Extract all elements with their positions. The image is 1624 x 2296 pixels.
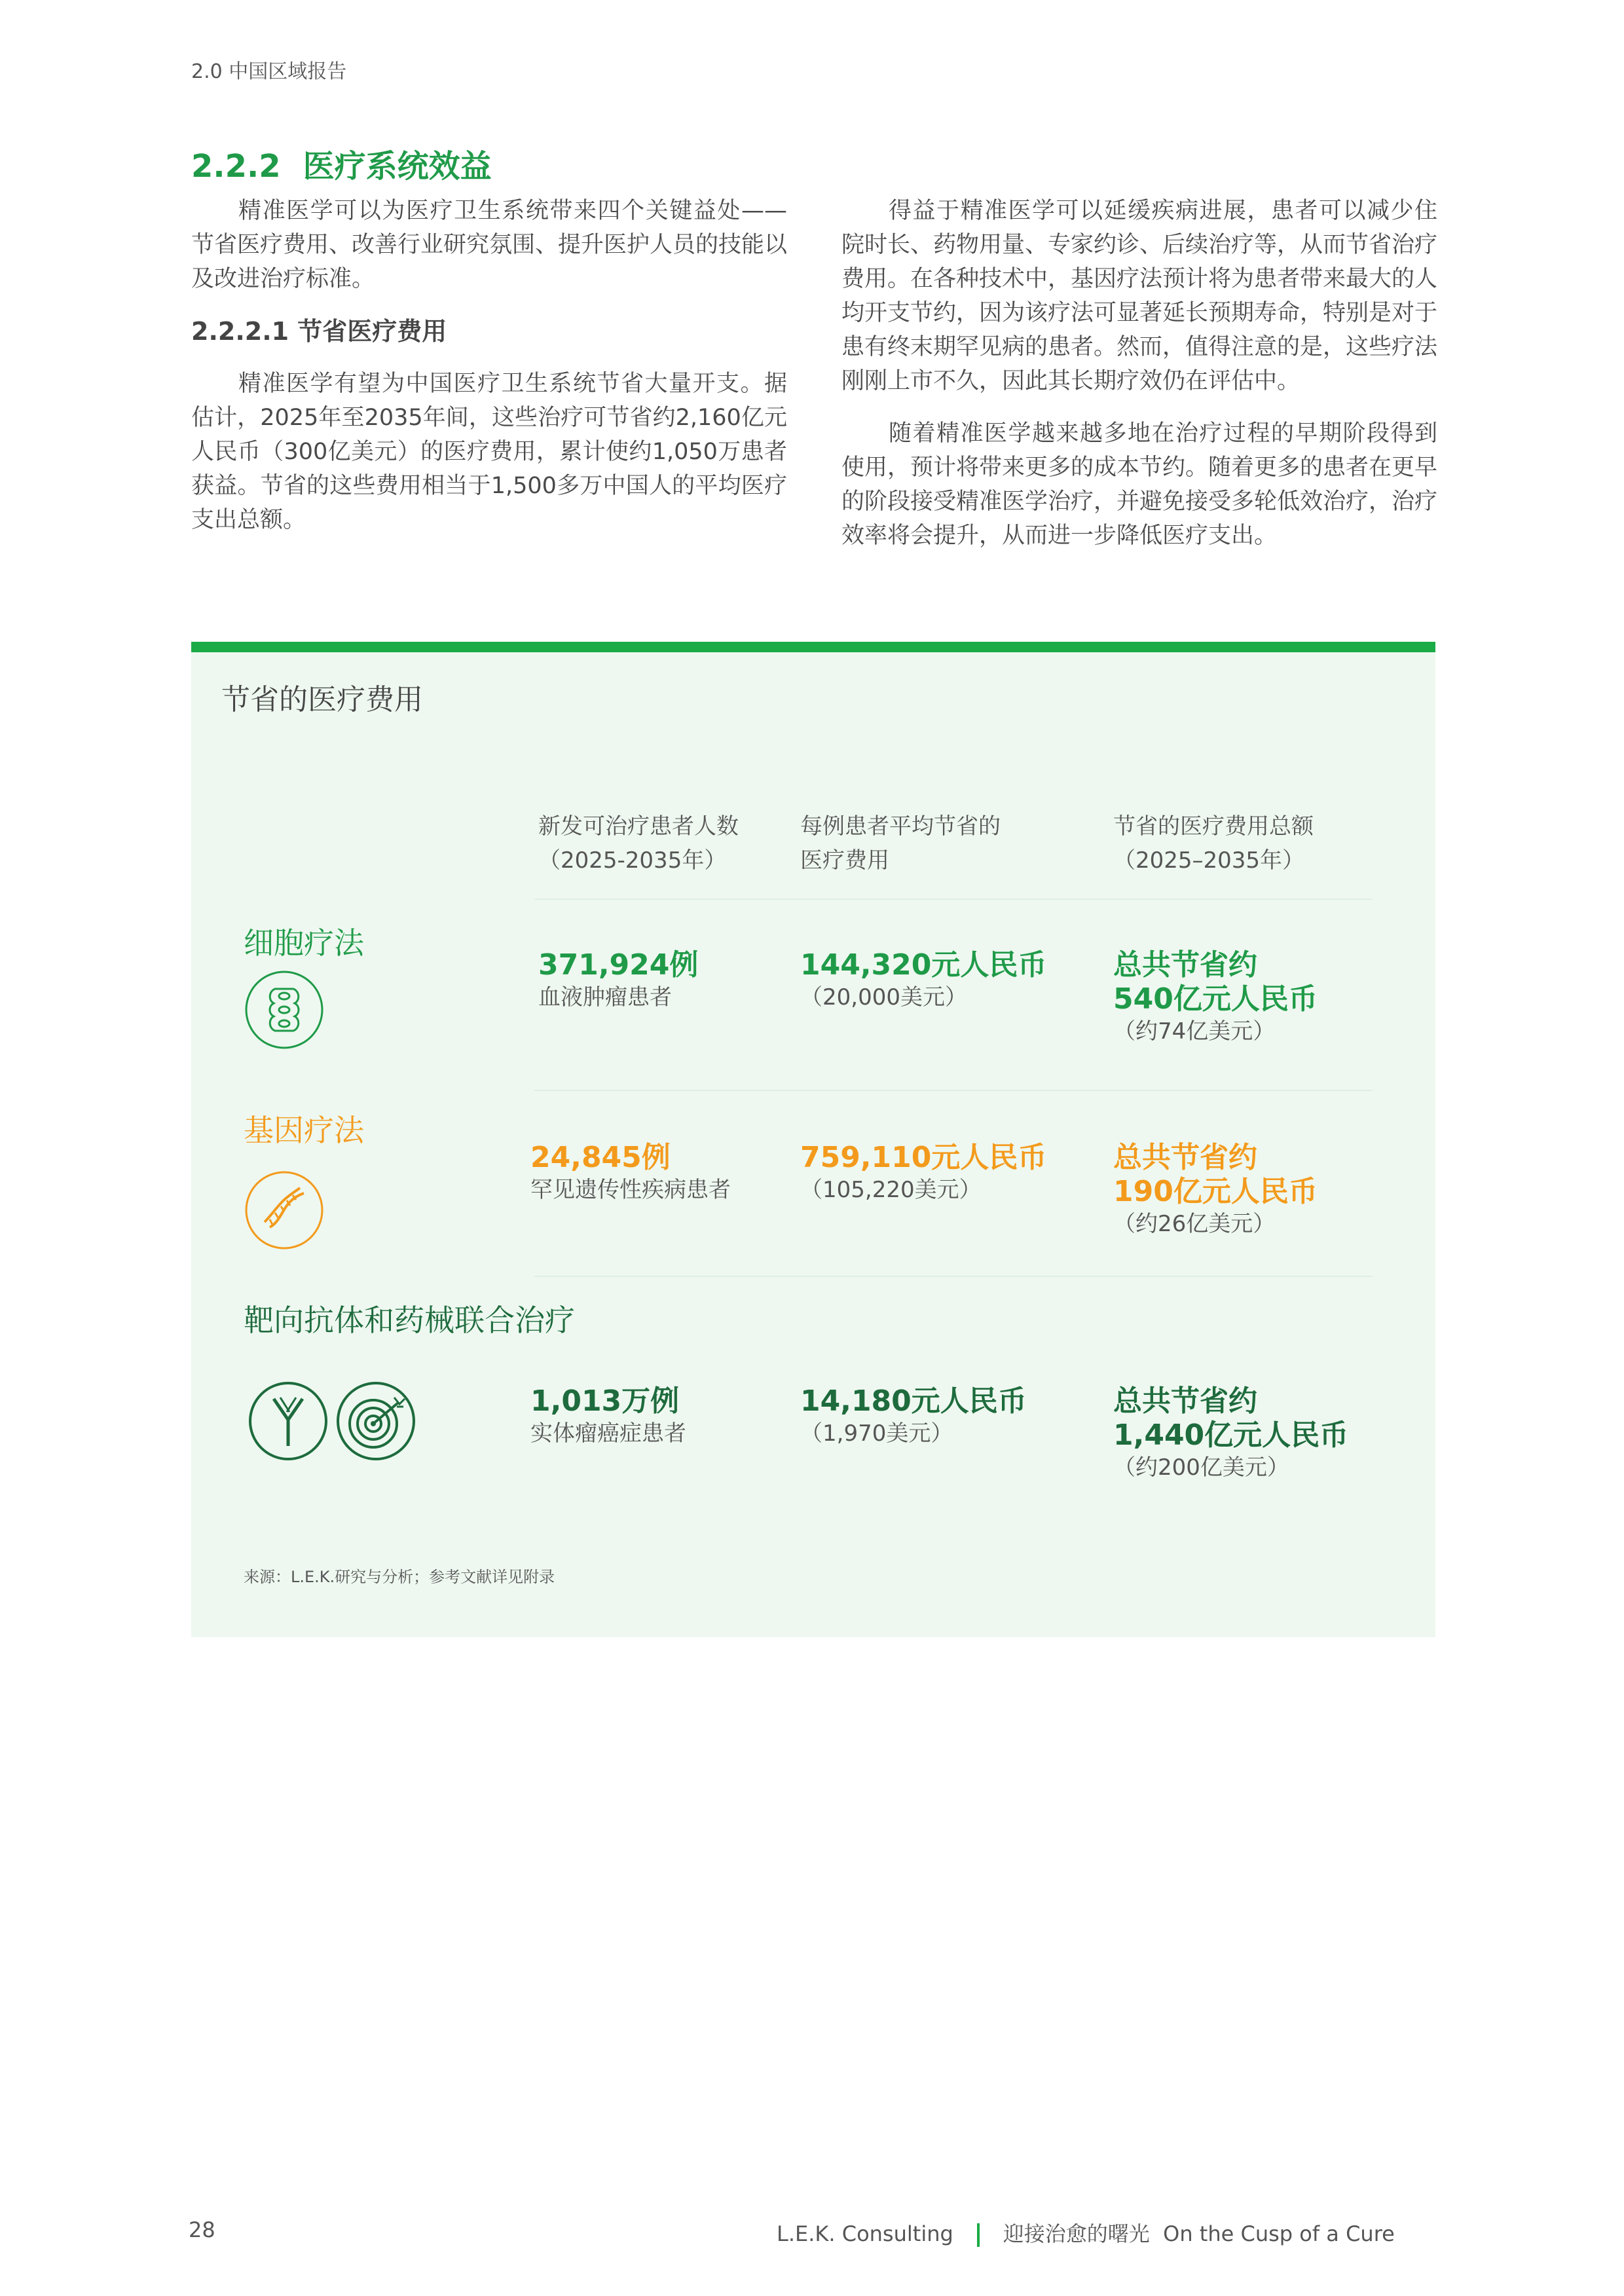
right-column <box>841 194 1437 571</box>
subsection-heading: 2.2.2.1 节省医疗费用 <box>191 317 447 346</box>
row-gene-per-patient <box>800 1141 1046 1205</box>
antibody-icon <box>248 1380 329 1462</box>
section-number: 2.2.2 <box>191 148 281 185</box>
panel-title: 节省的医疗费用 <box>221 683 423 716</box>
cell-total-line2: 540亿元人民币 <box>1113 982 1318 1016</box>
row-gene-total <box>1113 1141 1318 1239</box>
cell-per-patient-rmb: 144,320元人民币 <box>800 948 1047 982</box>
row-targeted-patients <box>530 1384 686 1449</box>
savings-paragraph: 精准医学有望为中国医疗卫生系统节省大量开支。据估计，2025年至2035年间，这些治疗可节省约2,160亿元人民币（300亿美元）的医疗费用，累计使约1,050万患者获益。节省的这些费用相当于1,500多万中国人的平均医疗支出总额。 <box>191 371 787 533</box>
row-gene-patients <box>530 1141 731 1205</box>
footer-branding <box>777 2217 1395 2248</box>
panel-source-note: 来源：L.E.K.研究与分析；参考文献详见附录 <box>244 1568 555 1586</box>
target-icon <box>335 1380 416 1462</box>
gene-total-line1: 总共节省约 <box>1113 1141 1257 1174</box>
intro-paragraph: 精准医学可以为医疗卫生系统带来四个关键益处——节省医疗费用、改善行业研究氛围、提升医护人员的技能以及改进治疗标准。 <box>191 198 788 292</box>
section-title-text: 医疗系统效益 <box>303 148 492 185</box>
footer-brand: L.E.K. Consulting <box>777 2221 953 2246</box>
row-divider-2 <box>534 1276 1373 1277</box>
dna-icon <box>244 1170 325 1251</box>
cell-per-patient-usd: （20,000美元） <box>800 984 967 1010</box>
running-header: 2.0 中国区域报告 <box>191 60 347 83</box>
cell-patients-desc: 血液肿瘤患者 <box>538 984 672 1010</box>
page-number: 28 <box>189 2217 215 2242</box>
targeted-total-usd: （约200亿美元） <box>1113 1454 1289 1481</box>
cell-total-line1: 总共节省约 <box>1113 948 1257 982</box>
targeted-patients-count: 1,013万例 <box>530 1384 680 1418</box>
column-header-patients-line1: 新发可治疗患者人数 <box>538 813 739 840</box>
column-header-per-patient <box>800 809 1001 878</box>
left-column <box>191 194 787 555</box>
gene-total-usd: （约26亿美元） <box>1113 1211 1276 1237</box>
section-title <box>191 141 492 186</box>
column-header-patients-line2: （2025-2035年） <box>538 847 727 874</box>
gene-per-patient-rmb: 759,110元人民币 <box>800 1141 1047 1174</box>
footer-separator <box>977 2223 980 2247</box>
cell-icon <box>244 969 325 1050</box>
panel-accent-bar <box>191 642 1435 652</box>
column-header-per-patient-line1: 每例患者平均节省的 <box>800 813 1001 840</box>
header-divider <box>534 898 1373 900</box>
gene-total-line2: 190亿元人民币 <box>1113 1175 1318 1208</box>
targeted-total-line1: 总共节省约 <box>1113 1384 1257 1418</box>
cell-total-usd: （约74亿美元） <box>1113 1018 1276 1045</box>
row-label-cell-therapy: 细胞疗法 <box>244 925 364 961</box>
right-paragraph-1: 得益于精准医学可以延缓疾病进展，患者可以减少住院时长、药物用量、专家约诊、后续治疗等，从而节省治疗费用。在各种技术中，基因疗法预计将为患者带来最大的人均开支节约，因为该疗法可显著延长预期寿命，特别是对于患有终末期罕见病的患者。然而，值得注意的是，这些疗法刚刚上市不久，因此其长期疗效仍在评估中。 <box>841 198 1438 394</box>
targeted-per-patient-usd: （1,970美元） <box>800 1420 953 1447</box>
targeted-per-patient-rmb: 14,180元人民币 <box>800 1384 1027 1418</box>
row-targeted-total <box>1113 1384 1348 1483</box>
footer-title-en: On the Cusp of a Cure <box>1163 2221 1395 2246</box>
row-cell-patients <box>538 948 698 1012</box>
right-paragraph-2: 随着精准医学越来越多地在治疗过程的早期阶段得到使用，预计将带来更多的成本节约。随着更多的患者在更早的阶段接受精准医学治疗，并避免接受多轮低效治疗，治疗效率将会提升，从而进一步降低医疗支出。 <box>841 420 1438 549</box>
column-header-total <box>1113 809 1314 878</box>
column-header-patients <box>538 809 739 878</box>
row-label-gene-therapy: 基因疗法 <box>244 1113 364 1148</box>
footer-title-cn: 迎接治愈的曙光 <box>1003 2221 1150 2246</box>
gene-per-patient-usd: （105,220美元） <box>800 1177 982 1203</box>
row-cell-total <box>1113 948 1318 1046</box>
row-targeted-per-patient <box>800 1384 1027 1449</box>
cell-patients-count: 371,924例 <box>538 948 699 982</box>
column-header-per-patient-line2: 医疗费用 <box>800 847 889 874</box>
row-cell-per-patient <box>800 948 1046 1012</box>
gene-patients-count: 24,845例 <box>530 1141 671 1174</box>
column-header-total-line2: （2025–2035年） <box>1113 847 1305 874</box>
targeted-patients-desc: 实体瘤癌症患者 <box>530 1420 686 1447</box>
row-divider-1 <box>534 1090 1373 1091</box>
column-header-total-line1: 节省的医疗费用总额 <box>1113 813 1314 840</box>
targeted-total-line2: 1,440亿元人民币 <box>1113 1418 1349 1452</box>
gene-patients-desc: 罕见遗传性疾病患者 <box>530 1177 731 1203</box>
row-label-targeted: 靶向抗体和药械联合治疗 <box>244 1303 575 1338</box>
